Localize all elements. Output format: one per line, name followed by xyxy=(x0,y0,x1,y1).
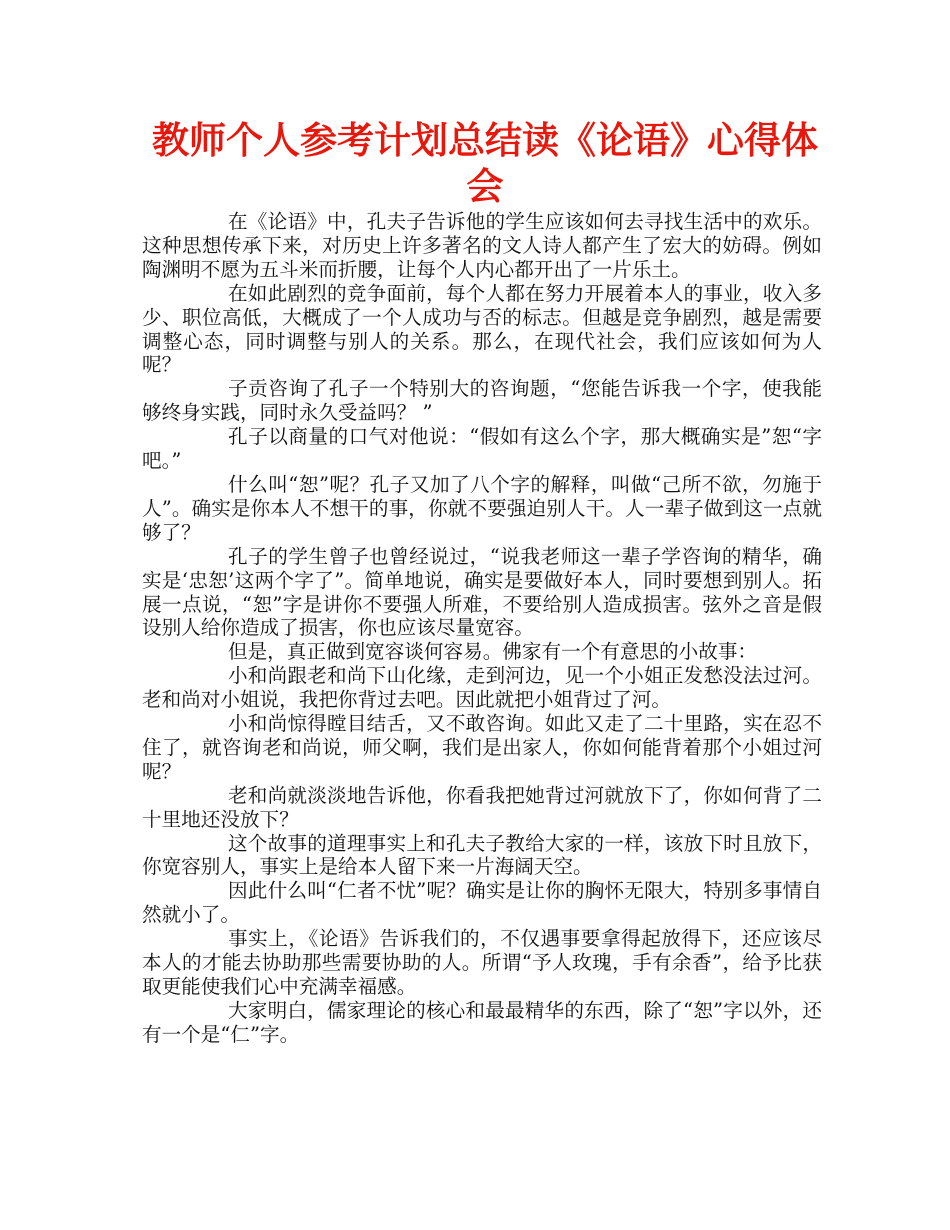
paragraph: 什么叫“恕”呢？孔子又加了八个字的解释，叫做“己所不欲，勿施于人”。确实是你本人不想干的事，你就不要强迫别人干。人一辈子做到这一点就够了？ xyxy=(142,472,822,544)
paragraph: 孔子以商量的口气对他说：“假如有这么个字，那大概确实是”恕“字吧。” xyxy=(142,425,822,473)
paragraph: 小和尚跟老和尚下山化缘，走到河边，见一个小姐正发愁没法过河。老和尚对小姐说，我把你背过去吧。因此就把小姐背过了河。 xyxy=(142,664,822,712)
paragraph: 老和尚就淡淡地告诉他，你看我把她背过河就放下了，你如何背了二十里地还没放下？ xyxy=(142,783,822,831)
paragraph: 但是，真正做到宽容谈何容易。佛家有一个有意思的小故事： xyxy=(228,640,758,664)
document-title: 教师个人参考计划总结读《论语》心得体会 xyxy=(152,119,818,208)
paragraph: 在《论语》中，孔夫子告诉他的学生应该如何去寻找生活中的欢乐。这种思想传承下来，对历史上许多著名的文人诗人都产生了宏大的妨碍。例如陶渊明不愿为五斗米而折腰，让每个人内心都开出了一片乐土。 xyxy=(142,210,822,281)
paragraph: 孔子的学生曾子也曾经说过，“说我老师这一辈子学咨询的精华，确实是‘忠恕’这两个字了”。简单地说，确实是要做好本人，同时要想到别人。拓展一点说，“恕”字是讲你不要强人所难，不要给别人造成损害。弦外之音是假设别人给你造成了损害，你也应该尽量宽容。 xyxy=(142,544,822,640)
document-body xyxy=(142,210,822,1047)
paragraph: 小和尚惊得瞠目结舌，又不敢咨询。如此又走了二十里路，实在忍不住了，就咨询老和尚说，师父啊，我们是出家人，你如何能背着那个小姐过河呢？ xyxy=(142,712,822,783)
paragraph: 大家明白，儒家理论的核心和最最精华的东西，除了“恕”字以外，还有一个是“仁”字。 xyxy=(142,998,822,1046)
paragraph: 在如此剧烈的竞争面前，每个人都在努力开展着本人的事业，收入多少、职位高低，大概成了一个人成功与否的标志。但越是竞争剧烈，越是需要调整心态，同时调整与别人的关系。那么，在现代社会，我们应该如何为人呢？ xyxy=(142,281,822,377)
paragraph: 事实上，《论语》告诉我们的，不仅遇事要拿得起放得下，还应该尽本人的才能去协助那些需要协助的人。所谓“予人玫瑰，手有余香”，给予比获取更能使我们心中充满幸福感。 xyxy=(142,927,822,998)
paragraph: 这个故事的道理事实上和孔夫子教给大家的一样，该放下时且放下，你宽容别人，事实上是给本人留下来一片海阔天空。 xyxy=(142,831,822,879)
paragraph: 因此什么叫“仁者不忧”呢？确实是让你的胸怀无限大，特别多事情自然就小了。 xyxy=(142,879,822,927)
paragraph: 子贡咨询了孔子一个特别大的咨询题，“您能告诉我一个字，使我能够终身实践，同时永久受益吗？ ” xyxy=(142,377,822,425)
